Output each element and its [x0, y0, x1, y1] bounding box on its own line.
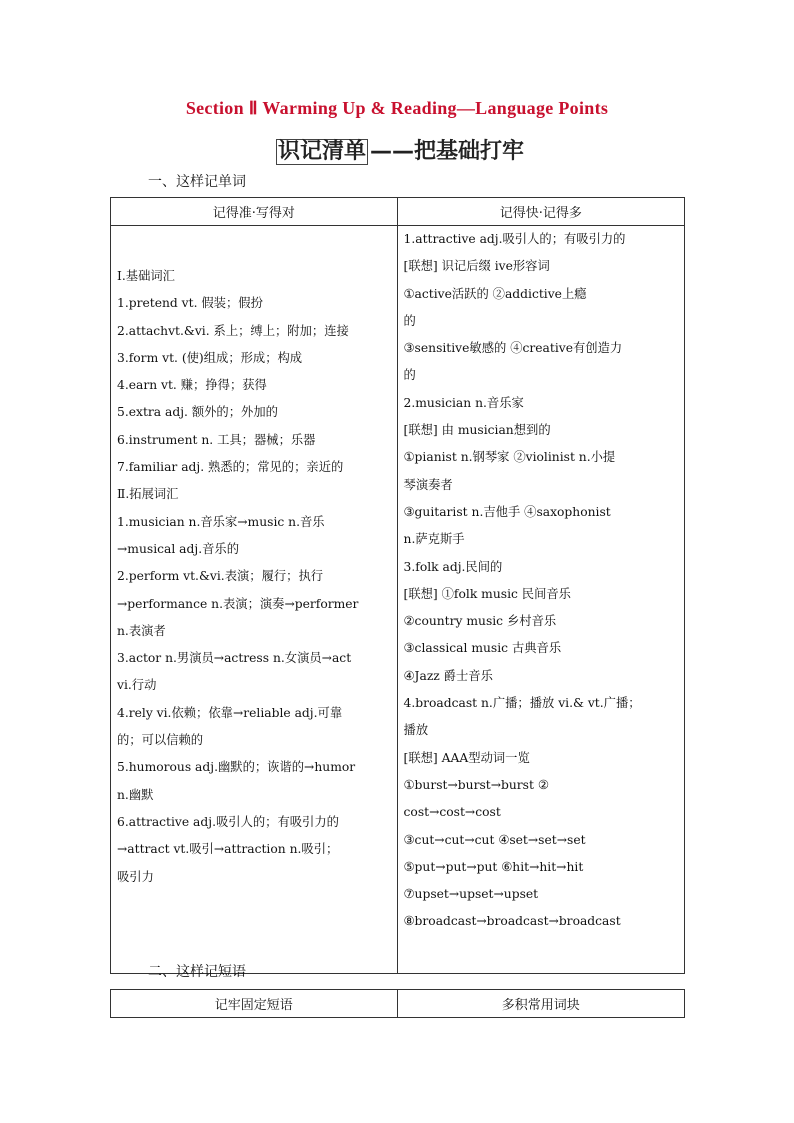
- text-line: 7.familiar adj. 熟悉的；常见的；亲近的: [117, 460, 344, 475]
- text-line: 2.perform vt.&vi.表演；履行；执行: [117, 569, 324, 584]
- text-line: 4.broadcast n.广播；播放 vi.& vt.广播；: [403, 696, 641, 711]
- left-column: [111, 226, 398, 974]
- vocabulary-table-body: [111, 226, 685, 974]
- text-line: 2.attachvt.&vi. 系上；缚上；附加；连接: [117, 323, 349, 338]
- col-header-right: 记得快·记得多: [397, 198, 684, 226]
- section1-heading: 一、这样记单词: [148, 174, 246, 190]
- text-line: ⑧broadcast→broadcast→broadcast: [403, 914, 621, 929]
- text-line: n.幽默: [117, 787, 154, 802]
- text-line: 1.musician n.音乐家→music n.音乐: [117, 514, 325, 529]
- text-line: Ⅰ.基础词汇: [117, 269, 175, 283]
- text-line: 1.attractive adj.吸引人的；有吸引力的: [403, 232, 626, 246]
- text-line: Ⅱ.拓展词汇: [117, 487, 179, 502]
- text-line: 播放: [403, 723, 429, 738]
- right-column: [397, 226, 684, 974]
- text-line: ④Jazz 爵士音乐: [403, 668, 493, 683]
- text-line: n.表演者: [117, 623, 166, 638]
- text-line: 2.musician n.音乐家: [403, 395, 524, 410]
- vocabulary-table: [110, 197, 685, 974]
- text-line: →attract vt.吸引→attraction n.吸引；: [117, 842, 339, 857]
- text-line: 6.instrument n. 工具；器械；乐器: [117, 432, 316, 447]
- text-line: →performance n.表演；演奏→performer: [117, 596, 359, 611]
- text-line: [联想] ①folk music 民间音乐: [403, 586, 571, 601]
- text-line: [联想] 识记后缀 ive形容词: [403, 259, 550, 274]
- text-line: 5.extra adj. 额外的；外加的: [117, 405, 278, 420]
- text-line: 3.form vt. (使)组成；形成；构成: [117, 350, 303, 365]
- text-line: 4.earn vt. 赚；挣得；获得: [117, 378, 267, 393]
- text-line: 4.rely vi.依赖；依靠→reliable adj.可靠: [117, 705, 343, 720]
- phrases-table: [110, 989, 685, 1018]
- banner-stamp: 识记清单: [278, 139, 367, 164]
- text-line: ③cut→cut→cut ④set→set→set: [403, 832, 586, 847]
- text-line: 的: [403, 313, 416, 328]
- text-line: ①pianist n.钢琴家 ②violinist n.小提: [403, 450, 616, 465]
- text-line: ③guitarist n.吉他手 ④saxophonist: [403, 504, 611, 519]
- text-line: →musical adj.音乐的: [117, 541, 240, 556]
- text-line: n.萨克斯手: [403, 532, 465, 547]
- col-header-left: 记牢固定短语: [111, 990, 398, 1018]
- text-line: 3.actor n.男演员→actress n.女演员→act: [117, 651, 352, 666]
- text-line: ③sensitive敏感的 ④creative有创造力: [403, 341, 623, 356]
- left-lines: [117, 263, 393, 891]
- banner-subtitle: ——把基础打牢: [370, 139, 525, 164]
- text-line: cost→cost→cost: [403, 805, 501, 820]
- section2-heading: 二、这样记短语: [148, 964, 246, 980]
- text-line: ①burst→burst→burst ②: [403, 777, 549, 792]
- section-banner: [276, 134, 524, 162]
- text-line: 6.attractive adj.吸引人的；有吸引力的: [117, 814, 339, 829]
- text-line: 3.folk adj.民间的: [403, 559, 503, 574]
- text-line: ②country music 乡村音乐: [403, 614, 557, 629]
- text-line: [联想] AAA型动词一览: [403, 750, 530, 765]
- text-line: 琴演奏者: [403, 477, 453, 492]
- text-line: ⑦upset→upset→upset: [403, 887, 539, 902]
- text-line: 的；可以信赖的: [117, 733, 204, 748]
- phrases-table-header: [111, 990, 685, 1018]
- col-header-right: 多积常用词块: [397, 990, 685, 1018]
- text-line: 的: [403, 368, 416, 383]
- text-line: ③classical music 古典音乐: [403, 641, 562, 656]
- text-line: ①active活跃的 ②addictive上瘾: [403, 286, 587, 301]
- text-line: 5.humorous adj.幽默的；诙谐的→humor: [117, 760, 356, 775]
- col-header-left: 记得准·写得对: [111, 198, 398, 226]
- text-line: 吸引力: [117, 869, 154, 884]
- text-line: ⑤put→put→put ⑥hit→hit→hit: [403, 859, 584, 874]
- text-line: vi.行动: [117, 678, 157, 693]
- right-lines: [404, 226, 680, 936]
- vocabulary-table-header: [111, 198, 685, 226]
- text-line: [联想] 由 musician想到的: [403, 423, 551, 438]
- text-line: 1.pretend vt. 假装；假扮: [117, 296, 263, 311]
- page-title: Section Ⅱ Warming Up & Reading—Language Points: [185, 98, 609, 118]
